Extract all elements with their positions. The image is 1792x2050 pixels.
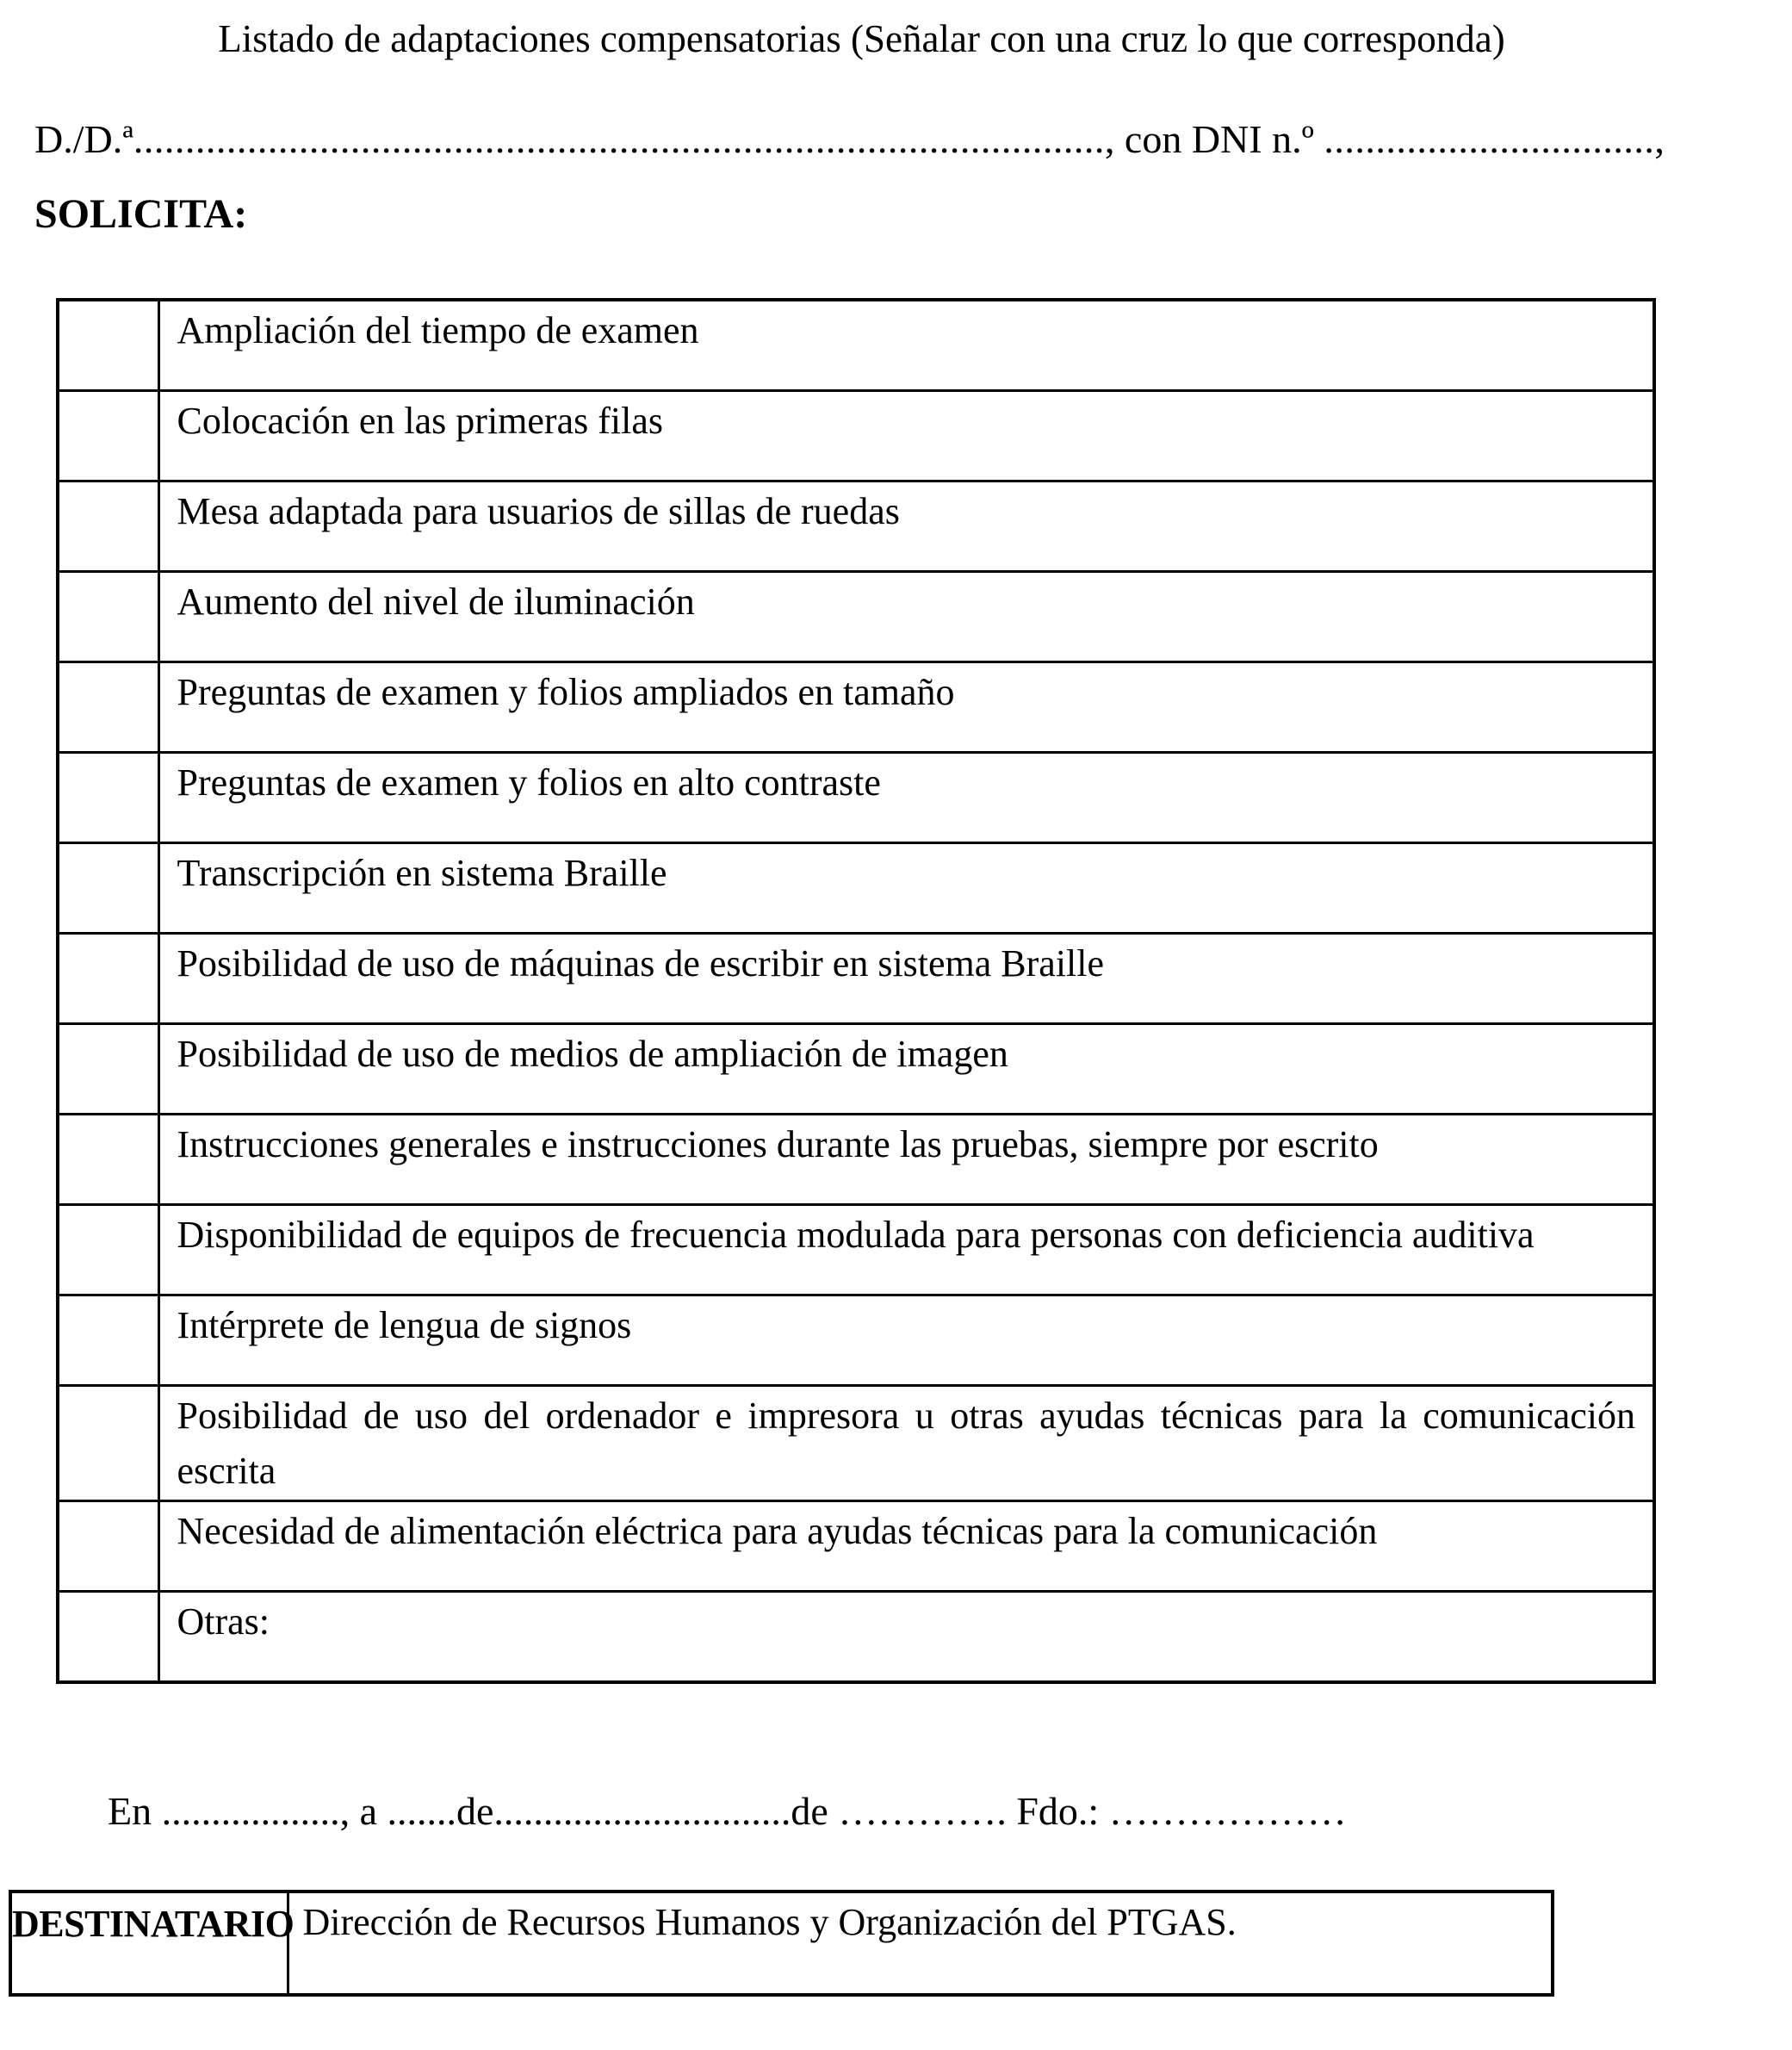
adaptations-table [56,298,1656,1685]
adaptation-label: Posibilidad de uso del ordenador e impresora u otras ayudas técnicas para la comunicación escrita [158,1385,1654,1501]
table-row [58,1501,1654,1592]
adaptation-label: Instrucciones generales e instrucciones durante las pruebas, siempre por escrito [158,1114,1654,1204]
checkbox-cell[interactable] [58,1295,158,1385]
table-row [58,390,1654,481]
table-row [58,1204,1654,1295]
dni-number-field[interactable]: ................................ [1324,116,1655,161]
applicant-line-suffix: , [1654,116,1665,161]
checkbox-cell[interactable] [58,1592,158,1683]
applicant-line [34,117,1792,163]
adaptation-label: Preguntas de examen y folios ampliados en tamaño [158,662,1654,752]
checkbox-cell[interactable] [58,571,158,662]
checkbox-cell[interactable] [58,1114,158,1204]
adaptation-label: Disponibilidad de equipos de frecuencia modulada para personas con deficiencia auditiva [158,1204,1654,1295]
table-row [58,933,1654,1023]
checkbox-cell[interactable] [58,662,158,752]
table-row [58,481,1654,571]
table-row [58,1114,1654,1204]
table-row [58,300,1654,391]
document-title: Listado de adaptaciones compensatorias (Señalar con una cruz lo que corresponda) [218,17,1505,60]
checkbox-cell[interactable] [58,842,158,933]
adaptation-label: Intérprete de lengua de signos [158,1295,1654,1385]
checkbox-cell[interactable] [58,481,158,571]
checkbox-cell[interactable] [58,1501,158,1592]
dni-label: , con DNI n.º [1104,116,1324,161]
signature-date-line[interactable]: En .................., a .......de..............................de …………. Fdo.: ……………… [108,1789,1347,1834]
applicant-prefix-label: D./D.ª [34,116,133,161]
table-row [10,1892,1553,1995]
adaptation-label: Otras: [158,1592,1654,1683]
destinatario-label: DESTINATARIO [10,1892,288,1995]
solicita-heading: SOLICITA: [34,190,248,237]
checkbox-cell[interactable] [58,390,158,481]
adaptation-label: Aumento del nivel de iluminación [158,571,1654,662]
checkbox-cell[interactable] [58,1023,158,1114]
checkbox-cell[interactable] [58,933,158,1023]
adaptation-label: Preguntas de examen y folios en alto contraste [158,752,1654,842]
adaptation-label: Ampliación del tiempo de examen [158,300,1654,391]
table-row [58,662,1654,752]
adaptation-label: Transcripción en sistema Braille [158,842,1654,933]
table-row [58,752,1654,842]
checkbox-cell[interactable] [58,300,158,391]
table-row [58,1592,1654,1683]
table-row [58,1023,1654,1114]
adaptation-label: Posibilidad de uso de máquinas de escribir en sistema Braille [158,933,1654,1023]
checkbox-cell[interactable] [58,1204,158,1295]
destinatario-table [9,1890,1554,1997]
table-row [58,1295,1654,1385]
destinatario-value: Dirección de Recursos Humanos y Organización del PTGAS. [288,1892,1553,1995]
table-row [58,571,1654,662]
table-row [58,842,1654,933]
checkbox-cell[interactable] [58,1385,158,1501]
adaptation-label: Necesidad de alimentación eléctrica para ayudas técnicas para la comunicación [158,1501,1654,1592]
adaptation-label: Posibilidad de uso de medios de ampliación de imagen [158,1023,1654,1114]
checkbox-cell[interactable] [58,752,158,842]
adaptation-label: Colocación en las primeras filas [158,390,1654,481]
table-row [58,1385,1654,1501]
applicant-name-field[interactable]: .............................................................................................. [133,116,1105,161]
adaptation-label: Mesa adaptada para usuarios de sillas de ruedas [158,481,1654,571]
